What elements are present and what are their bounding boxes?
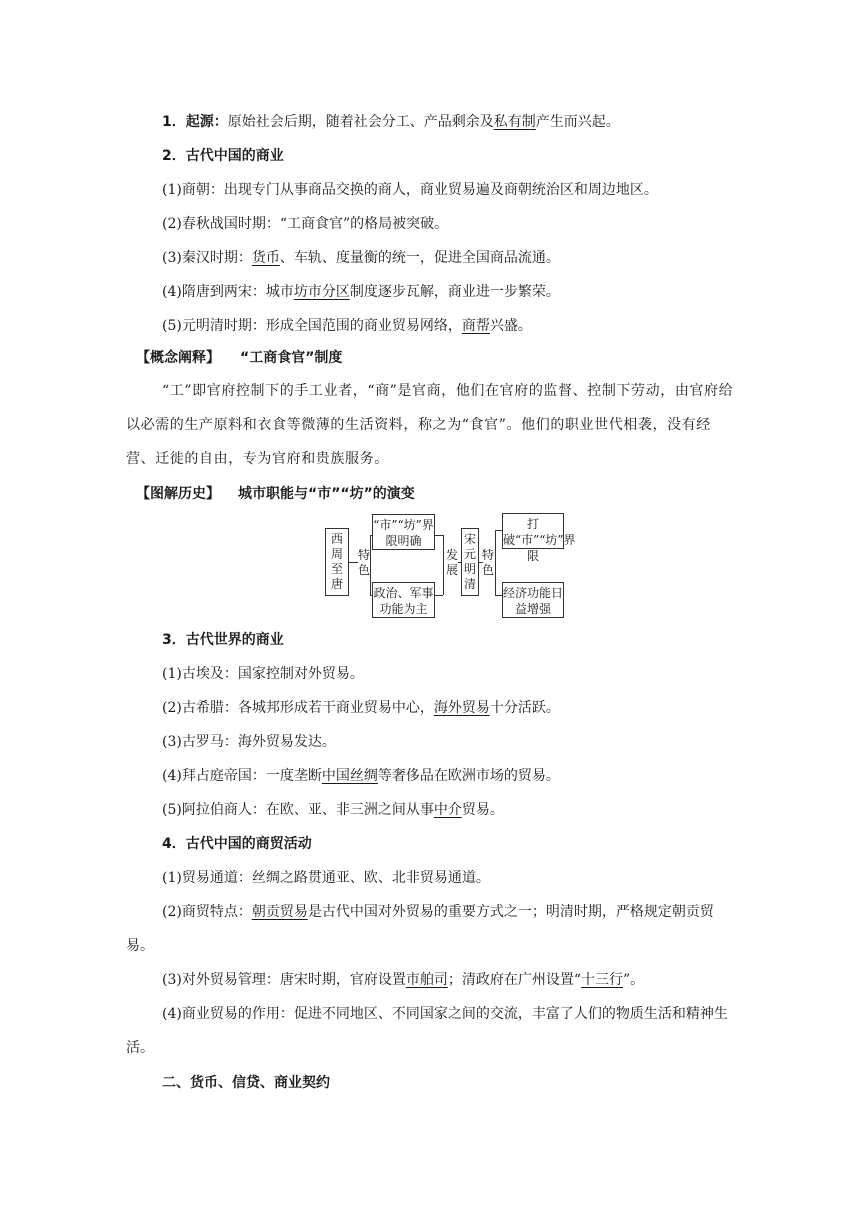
china-item-5-a: (5)元明清时期：形成全国范围的商业贸易网络， bbox=[162, 318, 462, 334]
feature-2: 特色 bbox=[482, 548, 495, 577]
period1-text: 西周至唐 bbox=[331, 532, 344, 591]
period2-text: 宋元明清 bbox=[464, 532, 477, 591]
world-item-1: (1)古埃及：国家控制对外贸易。 bbox=[162, 666, 364, 682]
trade-item-1: (1)贸易通道：丝绸之路贯通亚、欧、北非贸易通道。 bbox=[162, 870, 490, 886]
world-item-3: (3)古罗马：海外贸易发达。 bbox=[162, 734, 336, 750]
box-economic-function: 经济功能日益增强 bbox=[502, 582, 564, 618]
world-item-5-u: 中介 bbox=[433, 802, 462, 818]
trade-item-2-u: 朝贡贸易 bbox=[251, 904, 308, 920]
china-item-5-b: 兴盛。 bbox=[489, 318, 532, 334]
concept-text: “工”即官府控制下的手工业者，“商”是官商，他们在官府的监督、控制下劳动，由官府给以必需的生产原料和衣食等微薄的生活资料，称之为“食官”。他们的职业世代相袭，没有经营、迁徙的自由，专为官府和贵族服务。 bbox=[126, 383, 734, 467]
china-item-4-a: (4)隋唐到两宋：城市 bbox=[162, 284, 294, 300]
develop-label: 发展 bbox=[446, 548, 459, 577]
china-item-1: (1)商朝：出现专门从事商品交换的商人，商业贸易遍及商朝统治区和周边地区。 bbox=[162, 182, 658, 198]
period1-box bbox=[325, 528, 349, 596]
china-item-5-u: 商帮 bbox=[461, 318, 490, 334]
world-heading: 3．古代世界的商业 bbox=[162, 632, 284, 648]
origin-text-1: 原始社会后期，随着社会分工、产品剩余及 bbox=[227, 114, 494, 130]
china-item-3-u: 货币 bbox=[251, 250, 280, 266]
world-item-2-u: 海外贸易 bbox=[433, 700, 490, 716]
box-break-boundary: 打破“市”“坊”界限 bbox=[502, 513, 564, 549]
world-item-5: (5)阿拉伯商人：在欧、亚、非三洲之间从事中介贸易。 bbox=[162, 802, 504, 818]
box-market-boundary: “市”“坊”界限明确 bbox=[372, 514, 435, 550]
feature-1: 特色 bbox=[358, 548, 371, 577]
trade-item-2: (2)商贸特点：朝贡贸易是古代中国对外贸易的重要方式之一；明清时期，严格规定朝贡贸易。 bbox=[126, 904, 714, 954]
world-item-4-u: 中国丝绸 bbox=[321, 768, 378, 784]
period2-box bbox=[461, 528, 479, 596]
china-item-3-b: 、车轨、度量衡的统一，促进全国商品流通。 bbox=[279, 250, 560, 266]
trade-item-3-u1: 市舶司 bbox=[405, 972, 448, 988]
trade-heading: 4．古代中国的商贸活动 bbox=[162, 836, 312, 852]
trade-item-4: (4)商业贸易的作用：促进不同地区、不同国家之间的交流，丰富了人们的物质生活和精神生活。 bbox=[126, 1006, 728, 1056]
origin-underline: 私有制 bbox=[493, 114, 536, 130]
world-item-2: (2)古希腊：各城邦形成若干商业贸易中心，海外贸易十分活跃。 bbox=[162, 700, 560, 716]
concept-label: 【概念阐释】 bbox=[136, 350, 220, 366]
origin-text-2: 产生而兴起。 bbox=[535, 114, 620, 130]
origin-label: 1．起源： bbox=[162, 114, 228, 130]
trade-item-3: (3)对外贸易管理：唐宋时期，官府设置市舶司；清政府在广州设置“十三行”。 bbox=[162, 972, 645, 988]
diagram-title: 城市职能与“市”“坊”的演变 bbox=[238, 486, 415, 502]
diagram-label: 【图解历史】 bbox=[136, 486, 220, 502]
china-item-4-b: 制度逐步瓦解，商业进一步繁荣。 bbox=[349, 284, 560, 300]
china-heading: 2．古代中国的商业 bbox=[162, 148, 284, 164]
trade-item-3-u2: 十三行 bbox=[581, 972, 624, 988]
china-item-3-a: (3)秦汉时期： bbox=[162, 250, 252, 266]
section2-heading: 二、货币、信贷、商业契约 bbox=[162, 1075, 330, 1091]
china-item-2: (2)春秋战国时期：“工商食官”的格局被突破。 bbox=[162, 216, 449, 232]
concept-title: “工商食官”制度 bbox=[240, 350, 343, 366]
world-item-4: (4)拜占庭帝国：一度垄断中国丝绸等奢侈品在欧洲市场的贸易。 bbox=[162, 768, 560, 784]
box-political-military: 政治、军事功能为主 bbox=[372, 582, 435, 618]
china-item-4-u: 坊市分区 bbox=[293, 284, 350, 300]
